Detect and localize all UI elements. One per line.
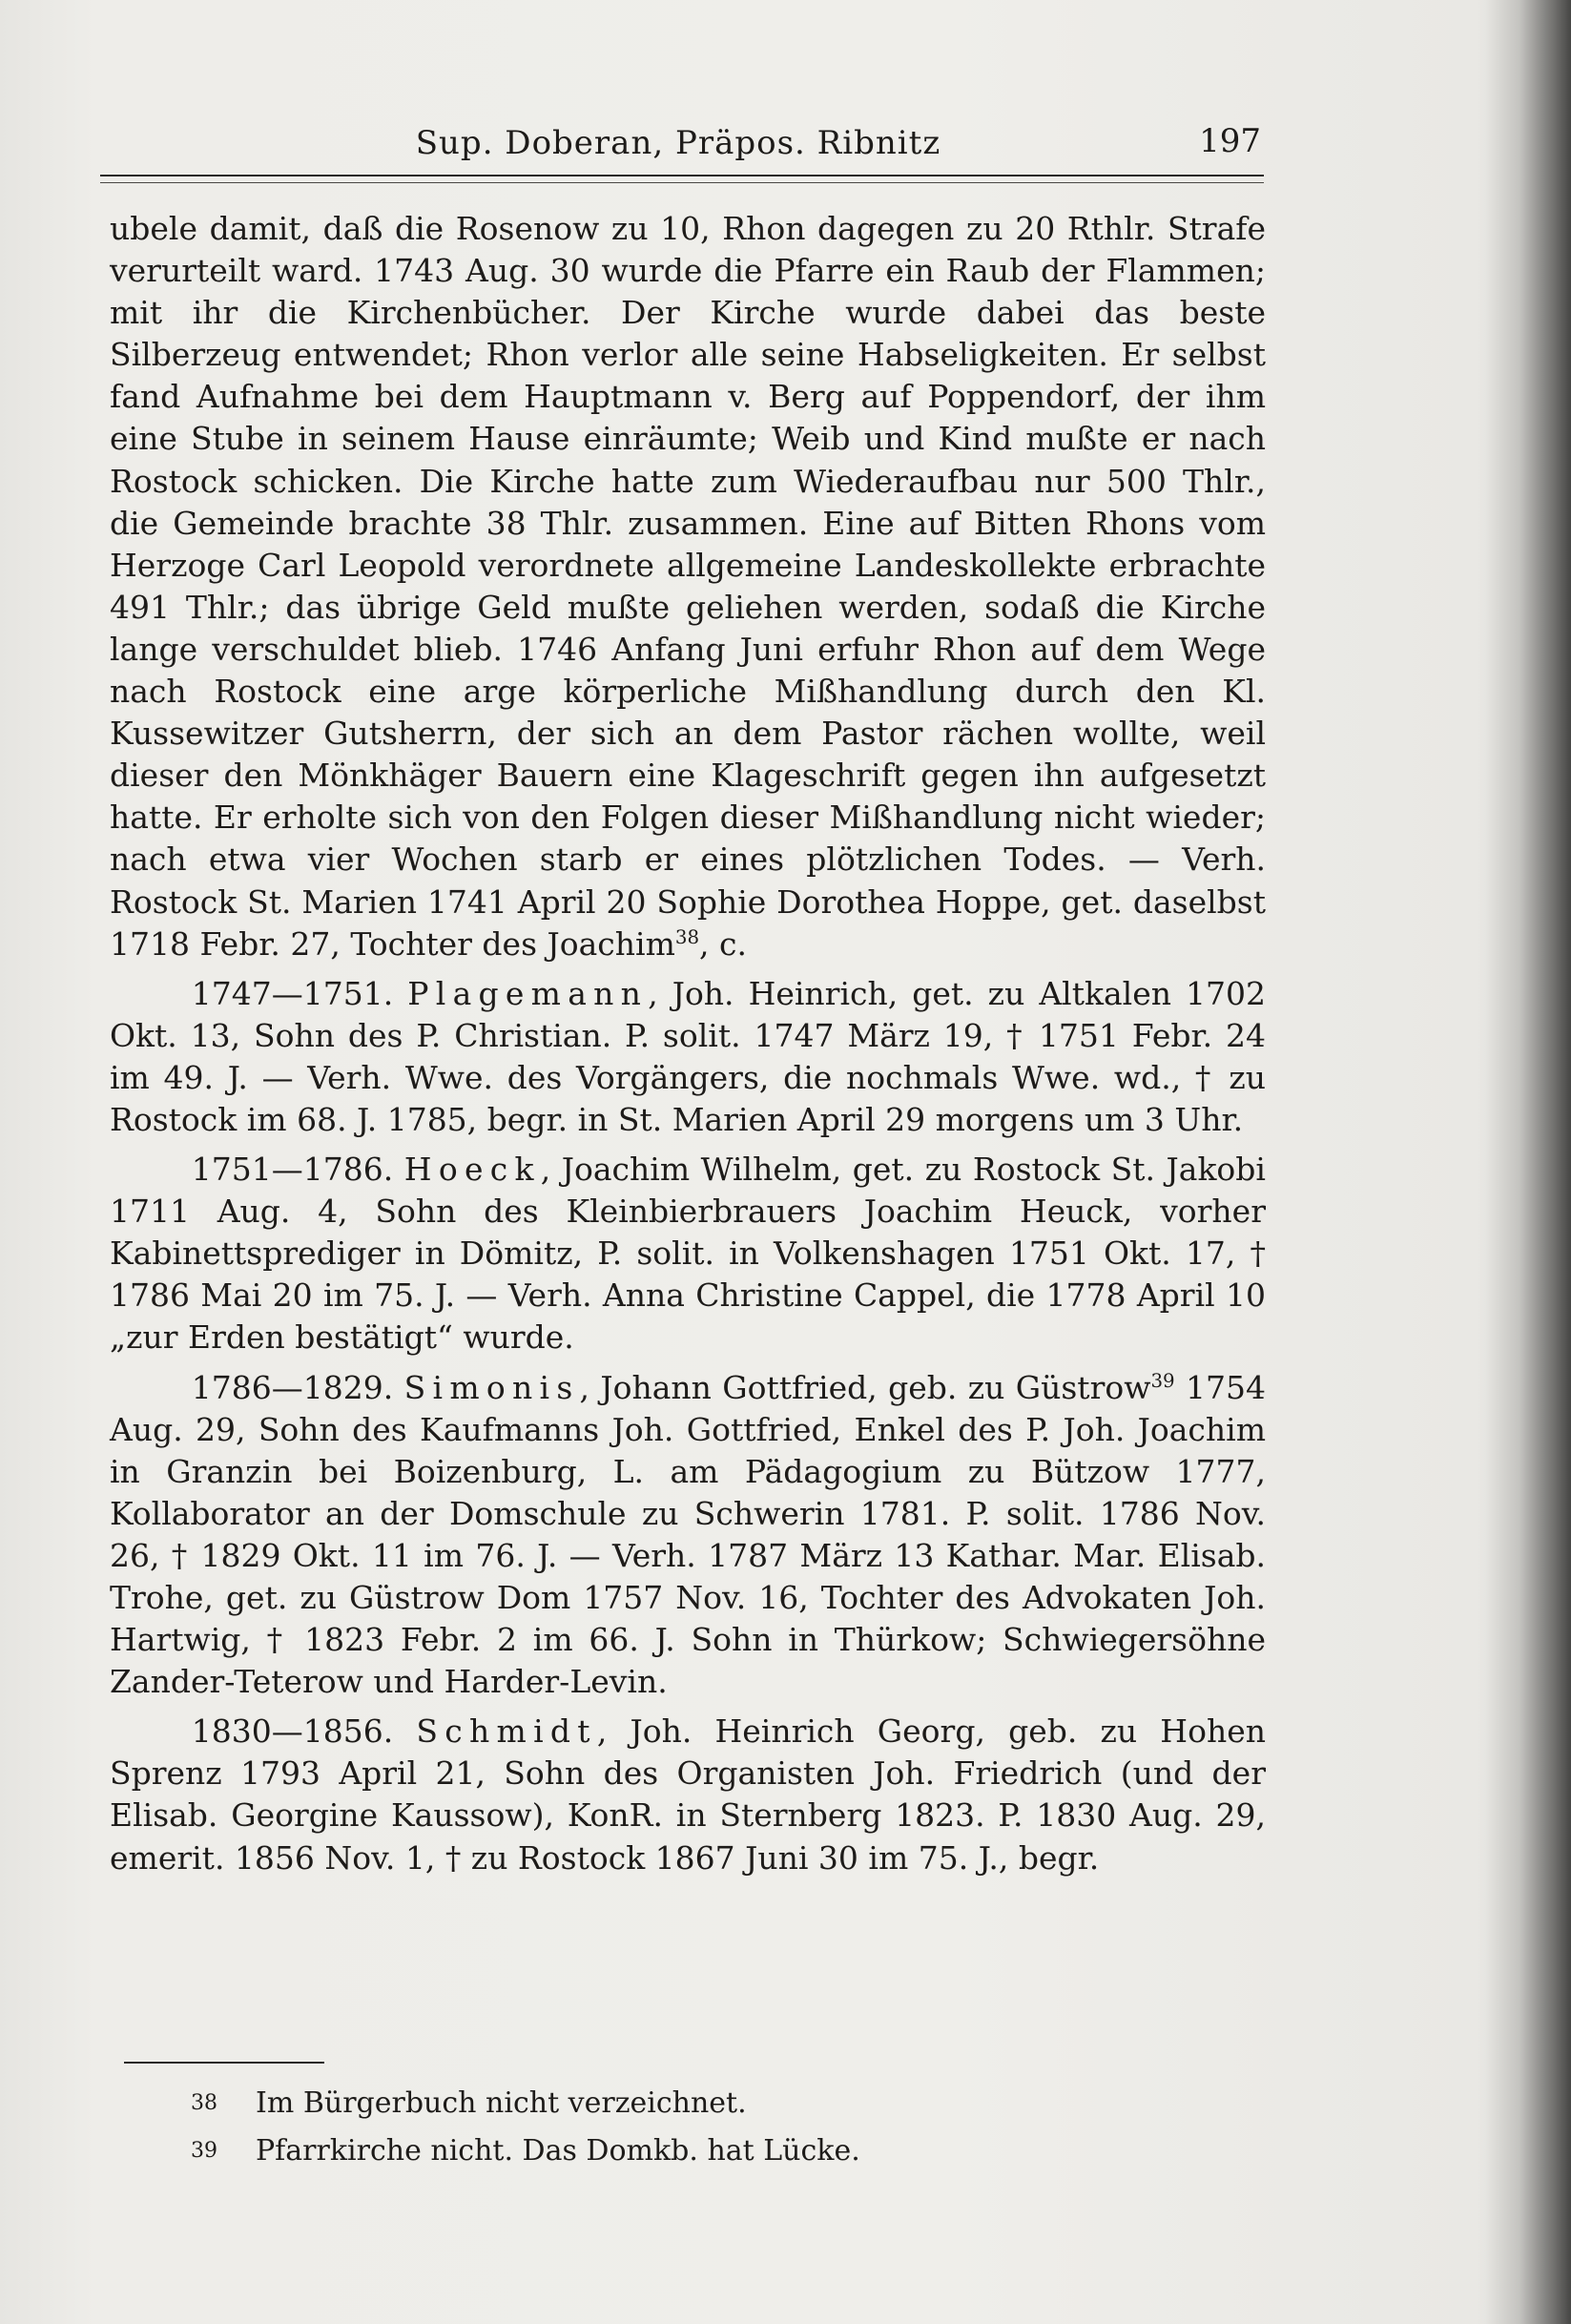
entry-name: Schmidt [416, 1712, 597, 1751]
running-head: Sup. Doberan, Präpos. Ribnitz [415, 124, 941, 162]
footnotes [191, 2080, 1145, 2175]
footnote-39 [191, 2127, 1145, 2175]
entry-text-cont: 1754 Aug. 29, Sohn des Kaufmanns Joh. Gottfried, Enkel des P. Joh. Joachim in Granzin bei Boizenburg, L. am Pädagogium zu Bützow 1777, Kollaborator an der Domschule zu Schwerin 1781. P. solit. 1786 Nov. 26, † 1829 Okt. 11 im 76. J. — Verh. 1787 März 13 Kathar. Mar. Elisab. Trohe, get. zu Güstrow Dom 1757 Nov. 16, Tochter des Advokaten Joh. Hartwig, † 1823 Febr. 2 im 66. J. Sohn in Thürkow; Schwiegersöhne Zander-Teterow und Harder-Levin. [110, 1368, 1266, 1701]
paragraph-text-end: , c. [699, 924, 747, 963]
entry-plagemann [110, 973, 1266, 1141]
entry-name: Hoeck [403, 1151, 541, 1189]
footnote-text: Im Bürgerbuch nicht verzeichnet. [256, 2086, 747, 2120]
footnote-number: 39 [191, 2139, 217, 2163]
header-rule-thin [100, 182, 1264, 183]
entry-simonis [110, 1367, 1266, 1704]
entry-name: Simonis [403, 1368, 580, 1406]
footnote-rule [124, 2062, 324, 2064]
entry-years: 1747—1751. [191, 974, 394, 1012]
page-number: 197 [1199, 122, 1261, 160]
footnote-number: 38 [191, 2091, 217, 2115]
paragraph-continuation [110, 208, 1266, 965]
footnote-text: Pfarrkirche nicht. Das Domkb. hat Lücke. [256, 2134, 860, 2168]
entry-years: 1751—1786. [191, 1151, 394, 1189]
page-header [95, 118, 1261, 168]
binding-shadow [1485, 0, 1571, 2324]
entry-years: 1830—1856. [191, 1712, 394, 1751]
footnote-ref-39: 39 [1150, 1369, 1175, 1392]
entry-text: , Johann Gottfried, geb. zu Güstrow [579, 1368, 1151, 1406]
entry-years: 1786—1829. [191, 1368, 394, 1406]
main-text [110, 208, 1266, 1879]
entry-schmidt [110, 1711, 1266, 1878]
entry-hoeck [110, 1149, 1266, 1359]
entry-text: , Joh. Heinrich, get. zu Altkalen 1702 Okt. 13, Sohn des P. Christian. P. solit. 1747 März 19, † 1751 Febr. 24 im 49. J. — Verh. Wwe. des Vorgängers, die nochmals Wwe. wd., † zu Rostock im 68. J. 1785, begr. in St. Marien April 29 morgens um 3 Uhr. [110, 974, 1266, 1138]
entry-text: , Joachim Wilhelm, get. zu Rostock St. Jakobi 1711 Aug. 4, Sohn des Kleinbierbrauers Joachim Heuck, vorher Kabinettsprediger in Dömitz, P. solit. in Volkenshagen 1751 Okt. 17, † 1786 Mai 20 im 75. J. — Verh. Anna Christine Cappel, die 1778 April 10 „zur Erden bestätigt“ wurde. [110, 1151, 1266, 1357]
entry-text: , Joh. Heinrich Georg, geb. zu Hohen Sprenz 1793 April 21, Sohn des Organisten Joh. Friedrich (und der Elisab. Georgine Kaussow), KonR. in Sternberg 1823. P. 1830 Aug. 29, emerit. 1856 Nov. 1, † zu Rostock 1867 Juni 30 im 75. J., begr. [110, 1712, 1266, 1877]
paragraph-text: ubele damit, daß die Rosenow zu 10, Rhon dagegen zu 20 Rthlr. Strafe verurteilt ward. 1743 Aug. 30 wurde die Pfarre ein Raub der Flammen; mit ihr die Kirchenbücher. Der Kirche wurde dabei das beste Silberzeug entwendet; Rhon verlor alle seine Habseligkeiten. Er selbst fand Aufnahme bei dem Hauptmann v. Berg auf Poppendorf, der ihm eine Stube in seinem Hause einräumte; Weib und Kind mußte er nach Rostock schicken. Die Kirche hatte zum Wiederaufbau nur 500 Thlr., die Gemeinde brachte 38 Thlr. zusammen. Eine auf Bitten Rhons vom Herzoge Carl Leopold verordnete allgemeine Landeskollekte erbrachte 491 Thlr.; das übrige Geld mußte geliehen werden, sodaß die Kirche lange verschuldet blieb. 1746 Anfang Juni erfuhr Rhon auf dem Wege nach Rostock eine arge körperliche Mißhandlung durch den Kl. Kussewitzer Gutsherrn, der sich an dem Pastor rächen wollte, weil dieser den Mönkhäger Bauern eine Klageschrift gegen ihn aufgesetzt hatte. Er erholte sich von den Folgen dieser Mißhandlung nicht wieder; nach etwa vier Wochen starb er eines plötzlichen Todes. — Verh. Rostock St. Marien 1741 April 20 Sophie Dorothea Hoppe, get. daselbst 1718 Febr. 27, Tochter des Joachim [110, 210, 1266, 963]
footnote-ref-38: 38 [674, 925, 700, 948]
footnote-38 [191, 2080, 1145, 2127]
header-rule [100, 175, 1264, 176]
entry-name: Plagemann [407, 974, 649, 1012]
